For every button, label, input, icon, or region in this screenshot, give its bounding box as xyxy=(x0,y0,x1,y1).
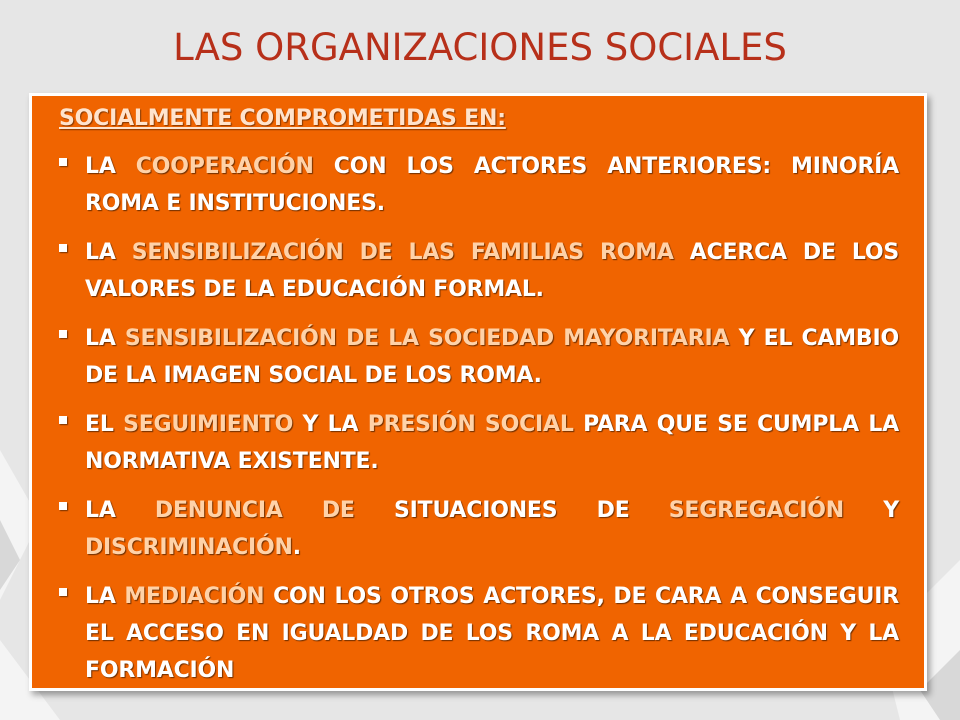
page-title: LAS ORGANIZACIONES SOCIALES xyxy=(173,26,787,69)
highlighted-phrase: DISCRIMINACIÓN xyxy=(85,535,293,560)
bullet-item xyxy=(59,234,899,308)
square-bullet-icon xyxy=(59,330,67,338)
text-segment: LA xyxy=(85,584,125,609)
bullet-text xyxy=(85,148,899,222)
text-segment: Y LA xyxy=(293,412,368,437)
text-segment: EL xyxy=(85,412,124,437)
text-segment: ACERCA DE LOS VALORES DE LA EDUCACIÓN FORMAL. xyxy=(85,240,900,302)
text-segment: SITUACIONES DE xyxy=(354,498,669,523)
highlighted-phrase: PRESIÓN SOCIAL xyxy=(367,412,574,437)
text-segment: LA xyxy=(85,498,155,523)
text-segment: Y EL CAMBIO DE LA IMAGEN SOCIAL DE LOS ROMA. xyxy=(85,326,899,388)
content-box xyxy=(29,93,927,691)
highlighted-phrase: MEDIACIÓN xyxy=(124,584,265,609)
square-bullet-icon xyxy=(59,502,67,510)
bullet-item xyxy=(59,148,899,222)
highlighted-phrase: SENSIBILIZACIÓN DE LAS FAMILIAS ROMA xyxy=(131,240,674,265)
highlighted-phrase: SENSIBILIZACIÓN DE LA SOCIEDAD MAYORITARIA xyxy=(124,326,730,351)
text-segment: LA xyxy=(85,326,125,351)
bullet-item xyxy=(59,320,899,394)
text-segment: Y xyxy=(844,498,899,523)
bullet-item xyxy=(59,578,899,689)
section-subtitle: SOCIALMENTE COMPROMETIDAS EN: xyxy=(59,106,506,131)
bullet-item xyxy=(59,406,899,480)
text-segment: CON LOS ACTORES ANTERIORES: MINORÍA ROMA E INSTITUCIONES. xyxy=(85,154,899,216)
text-segment: LA xyxy=(85,154,136,179)
bullet-text xyxy=(85,320,899,394)
bullet-text xyxy=(85,234,899,308)
highlighted-phrase: DENUNCIA DE xyxy=(154,498,355,523)
text-segment: PARA QUE SE CUMPLA LA NORMATIVA EXISTENTE. xyxy=(85,412,899,474)
text-segment: CON LOS OTROS ACTORES, DE CARA A CONSEGUIR EL ACCESO EN IGUALDAD DE LOS ROMA A LA EDUCACIÓN Y LA FORMACIÓN xyxy=(85,584,899,683)
bullet-item xyxy=(59,492,899,566)
text-segment: . xyxy=(292,535,301,560)
square-bullet-icon xyxy=(59,244,67,252)
bullet-text xyxy=(85,578,899,689)
highlighted-phrase: COOPERACIÓN xyxy=(135,154,314,179)
bullet-list xyxy=(59,148,899,701)
bullet-text xyxy=(85,492,899,566)
highlighted-phrase: SEGUIMIENTO xyxy=(123,412,294,437)
bullet-text xyxy=(85,406,899,480)
highlighted-phrase: SEGREGACIÓN xyxy=(668,498,844,523)
square-bullet-icon xyxy=(59,158,67,166)
square-bullet-icon xyxy=(59,416,67,424)
text-segment: LA xyxy=(85,240,132,265)
square-bullet-icon xyxy=(59,588,67,596)
